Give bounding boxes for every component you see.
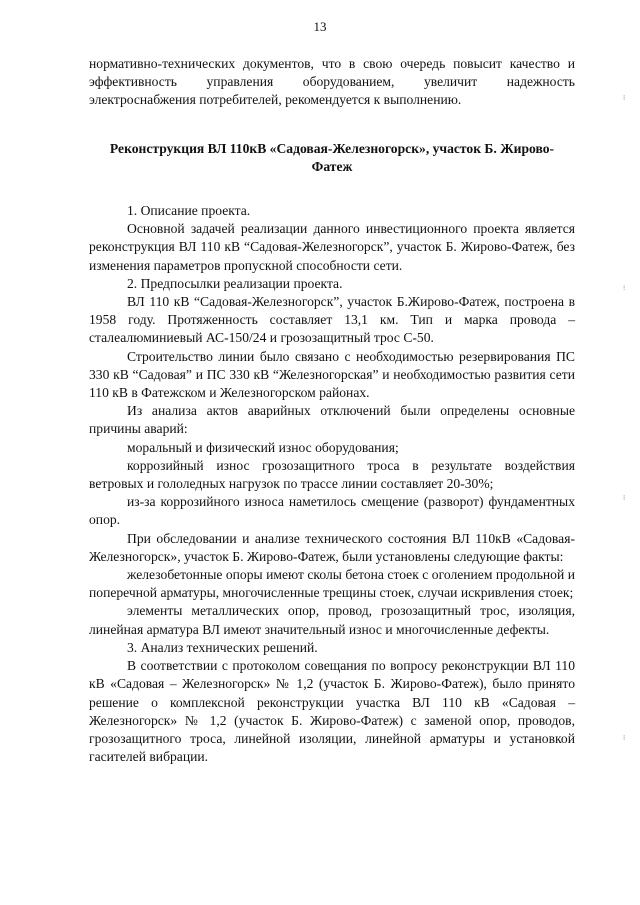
margin-mark: ⁝ (623, 284, 625, 292)
paragraph-13: 3. Анализ технических решений. (127, 639, 318, 655)
paragraph-1: 1. Описание проекта. (127, 203, 251, 219)
section-heading: Реконструкция ВЛ 110кВ «Садовая-Железногорск», участок Б. Жирово-Фатеж (109, 140, 555, 174)
document-body (89, 55, 575, 766)
paragraph-5: Строительство линии было связано с необходимостью резервирования ПС 330 кВ “Садовая” и ПС 330 кВ “Железногорская” и необходимостью развития сети 110 кВ в Фатежском и Железногорском районах. (89, 348, 575, 401)
paragraph-6: Из анализа актов аварийных отключений были определены основные причины аварий: (89, 403, 575, 437)
margin-mark: ⁝ (623, 734, 625, 742)
paragraph-11: железобетонные опоры имеют сколы бетона стоек с оголением продольной и поперечной арматуры, многочисленные трещины стоек, случаи искривления стоек; (89, 567, 575, 601)
paragraph-7: моральный и физический износ оборудования; (127, 439, 399, 455)
paragraph-12: элементы металлических опор, провод, грозозащитный трос, изоляция, линейная арматура ВЛ имеют значительный износ и многочисленные дефекты. (89, 603, 575, 637)
intro-paragraph: нормативно-технических документов, что в свою очередь повысит качество и эффективность управления оборудованием, увеличит надежность электроснабжения потребителей, рекомендуется к выполнению. (89, 56, 575, 108)
paragraph-14: В соответствии с протоколом совещания по вопросу реконструкции ВЛ 110 кВ «Садовая – Железногорск» № 1,2 (участок Б. Жирово-Фатеж), было принято решение о комплексной реконструкции участка ВЛ 110 кВ «Садовая – Железногорск» № 1,2 (участок Б. Жирово-Фатеж) с заменой опор, проводов, грозозащитного троса, линейной изоляции, линейной арматуры и установкой гасителей вибрации. (89, 658, 575, 765)
paragraph-8: коррозийный износ грозозащитного троса в результате воздействия ветровых и гололедных нагрузок по трассе линии составляет 20-30%; (89, 457, 575, 492)
paragraph-10: При обследовании и анализе технического состояния ВЛ 110кВ «Садовая-Железногорск», участок Б. Жирово-Фатеж, были установлены следующие факты: (89, 530, 575, 564)
paragraph-2: Основной задачей реализации данного инвестиционного проекта является реконструкция ВЛ 110 кВ “Садовая-Железногорск”, участок Б. Жирово-Фатеж, без изменения параметров пропускной способности сети. (89, 221, 575, 273)
paragraph-9: из-за коррозийного износа наметилось смещение (разворот) фундаментных опор. (89, 494, 575, 528)
margin-mark: ⁝ (623, 494, 625, 502)
page-number: 13 (313, 19, 327, 34)
paragraph-3: 2. Предпосылки реализации проекта. (127, 275, 343, 291)
paragraph-4: ВЛ 110 кВ “Садовая-Железногорск”, участок Б.Жирово-Фатеж, построена в 1958 году. Протяженность составляет 13,1 км. Тип и марка провода – сталеалюминиевый АС-150/24 и грозозащитный трос С-50. (89, 294, 575, 346)
margin-mark: ⁝ (623, 94, 625, 102)
